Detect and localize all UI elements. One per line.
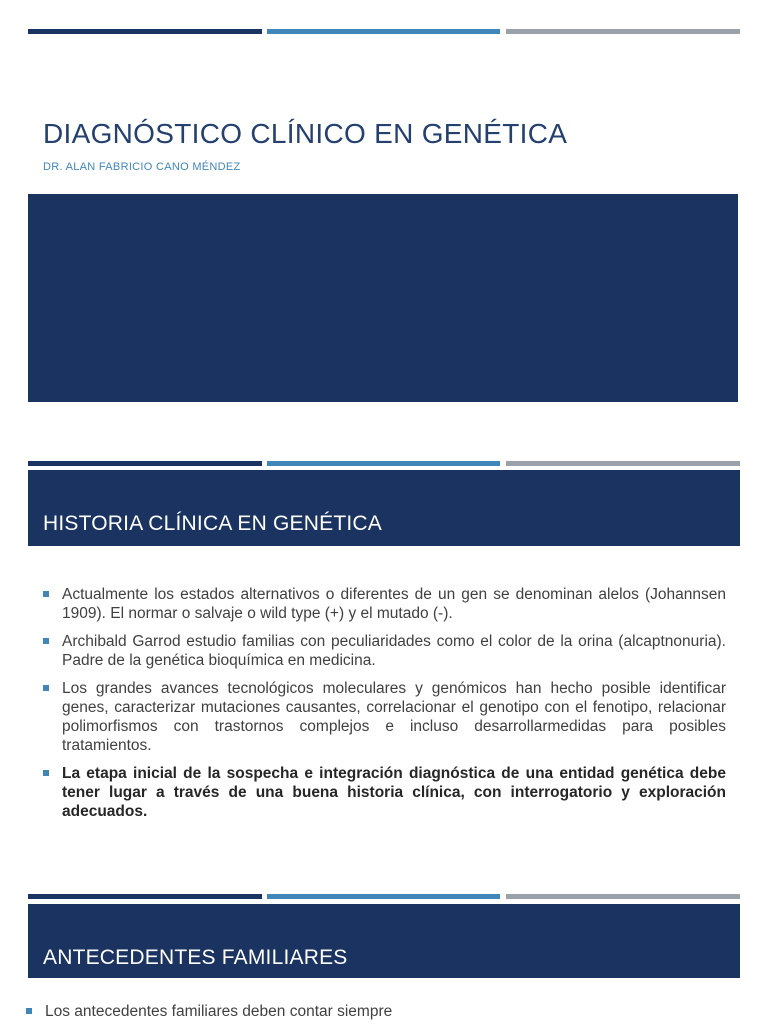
bullet-square-icon — [43, 770, 49, 776]
slide-title: DIAGNÓSTICO CLÍNICO EN GENÉTICA — [43, 118, 568, 149]
list-item: Los grandes avances tecnológicos moleculares y genómicos han hecho posible identificar genes, caracterizar mutaciones causantes, correlacionar el genotipo con el fenotipo, relacionar polimorfismos con trastornos complejos e incluso desarrollarmedidas para posibles tratamientos. — [43, 679, 726, 755]
stripe-blue — [267, 29, 500, 34]
stripe-navy — [28, 894, 262, 899]
bullet-list — [26, 1002, 709, 1030]
section-stripes — [28, 894, 740, 899]
section-header-bar — [28, 904, 740, 978]
bullet-square-icon — [43, 685, 49, 691]
top-stripes — [28, 29, 740, 34]
section-heading: HISTORIA CLÍNICA EN GENÉTICA — [43, 512, 382, 535]
list-item: Actualmente los estados alternativos o diferentes de un gen se denominan alelos (Johannsen 1909). El normar o salvaje o wild type (+) y el mutado (-). — [43, 585, 726, 623]
bullet-list — [43, 585, 726, 830]
bullet-square-icon — [43, 591, 49, 597]
stripe-gray — [506, 461, 740, 466]
slide-subtitle: DR. ALAN FABRICIO CANO MÉNDEZ — [43, 161, 241, 173]
stripe-gray — [506, 29, 740, 34]
stripe-navy — [28, 29, 262, 34]
bullet-square-icon — [43, 638, 49, 644]
stripe-navy — [28, 461, 262, 466]
stripe-blue — [267, 461, 500, 466]
section-header-bar — [28, 470, 740, 546]
title-color-block — [28, 194, 738, 402]
section-heading: ANTECEDENTES FAMILIARES — [43, 946, 348, 969]
list-item: Archibald Garrod estudio familias con peculiaridades como el color de la orina (alcaptnonuria). Padre de la genética bioquímica en medicina. — [43, 632, 726, 670]
list-item: La etapa inicial de la sospecha e integración diagnóstica de una entidad genética debe tener lugar a través de una buena historia clínica, con interrogatorio y exploración adecuados. — [43, 764, 726, 821]
list-item: Los antecedentes familiares deben contar siempre — [26, 1002, 709, 1021]
bullet-square-icon — [26, 1008, 32, 1014]
section-stripes — [28, 461, 740, 466]
stripe-gray — [506, 894, 740, 899]
stripe-blue — [267, 894, 500, 899]
